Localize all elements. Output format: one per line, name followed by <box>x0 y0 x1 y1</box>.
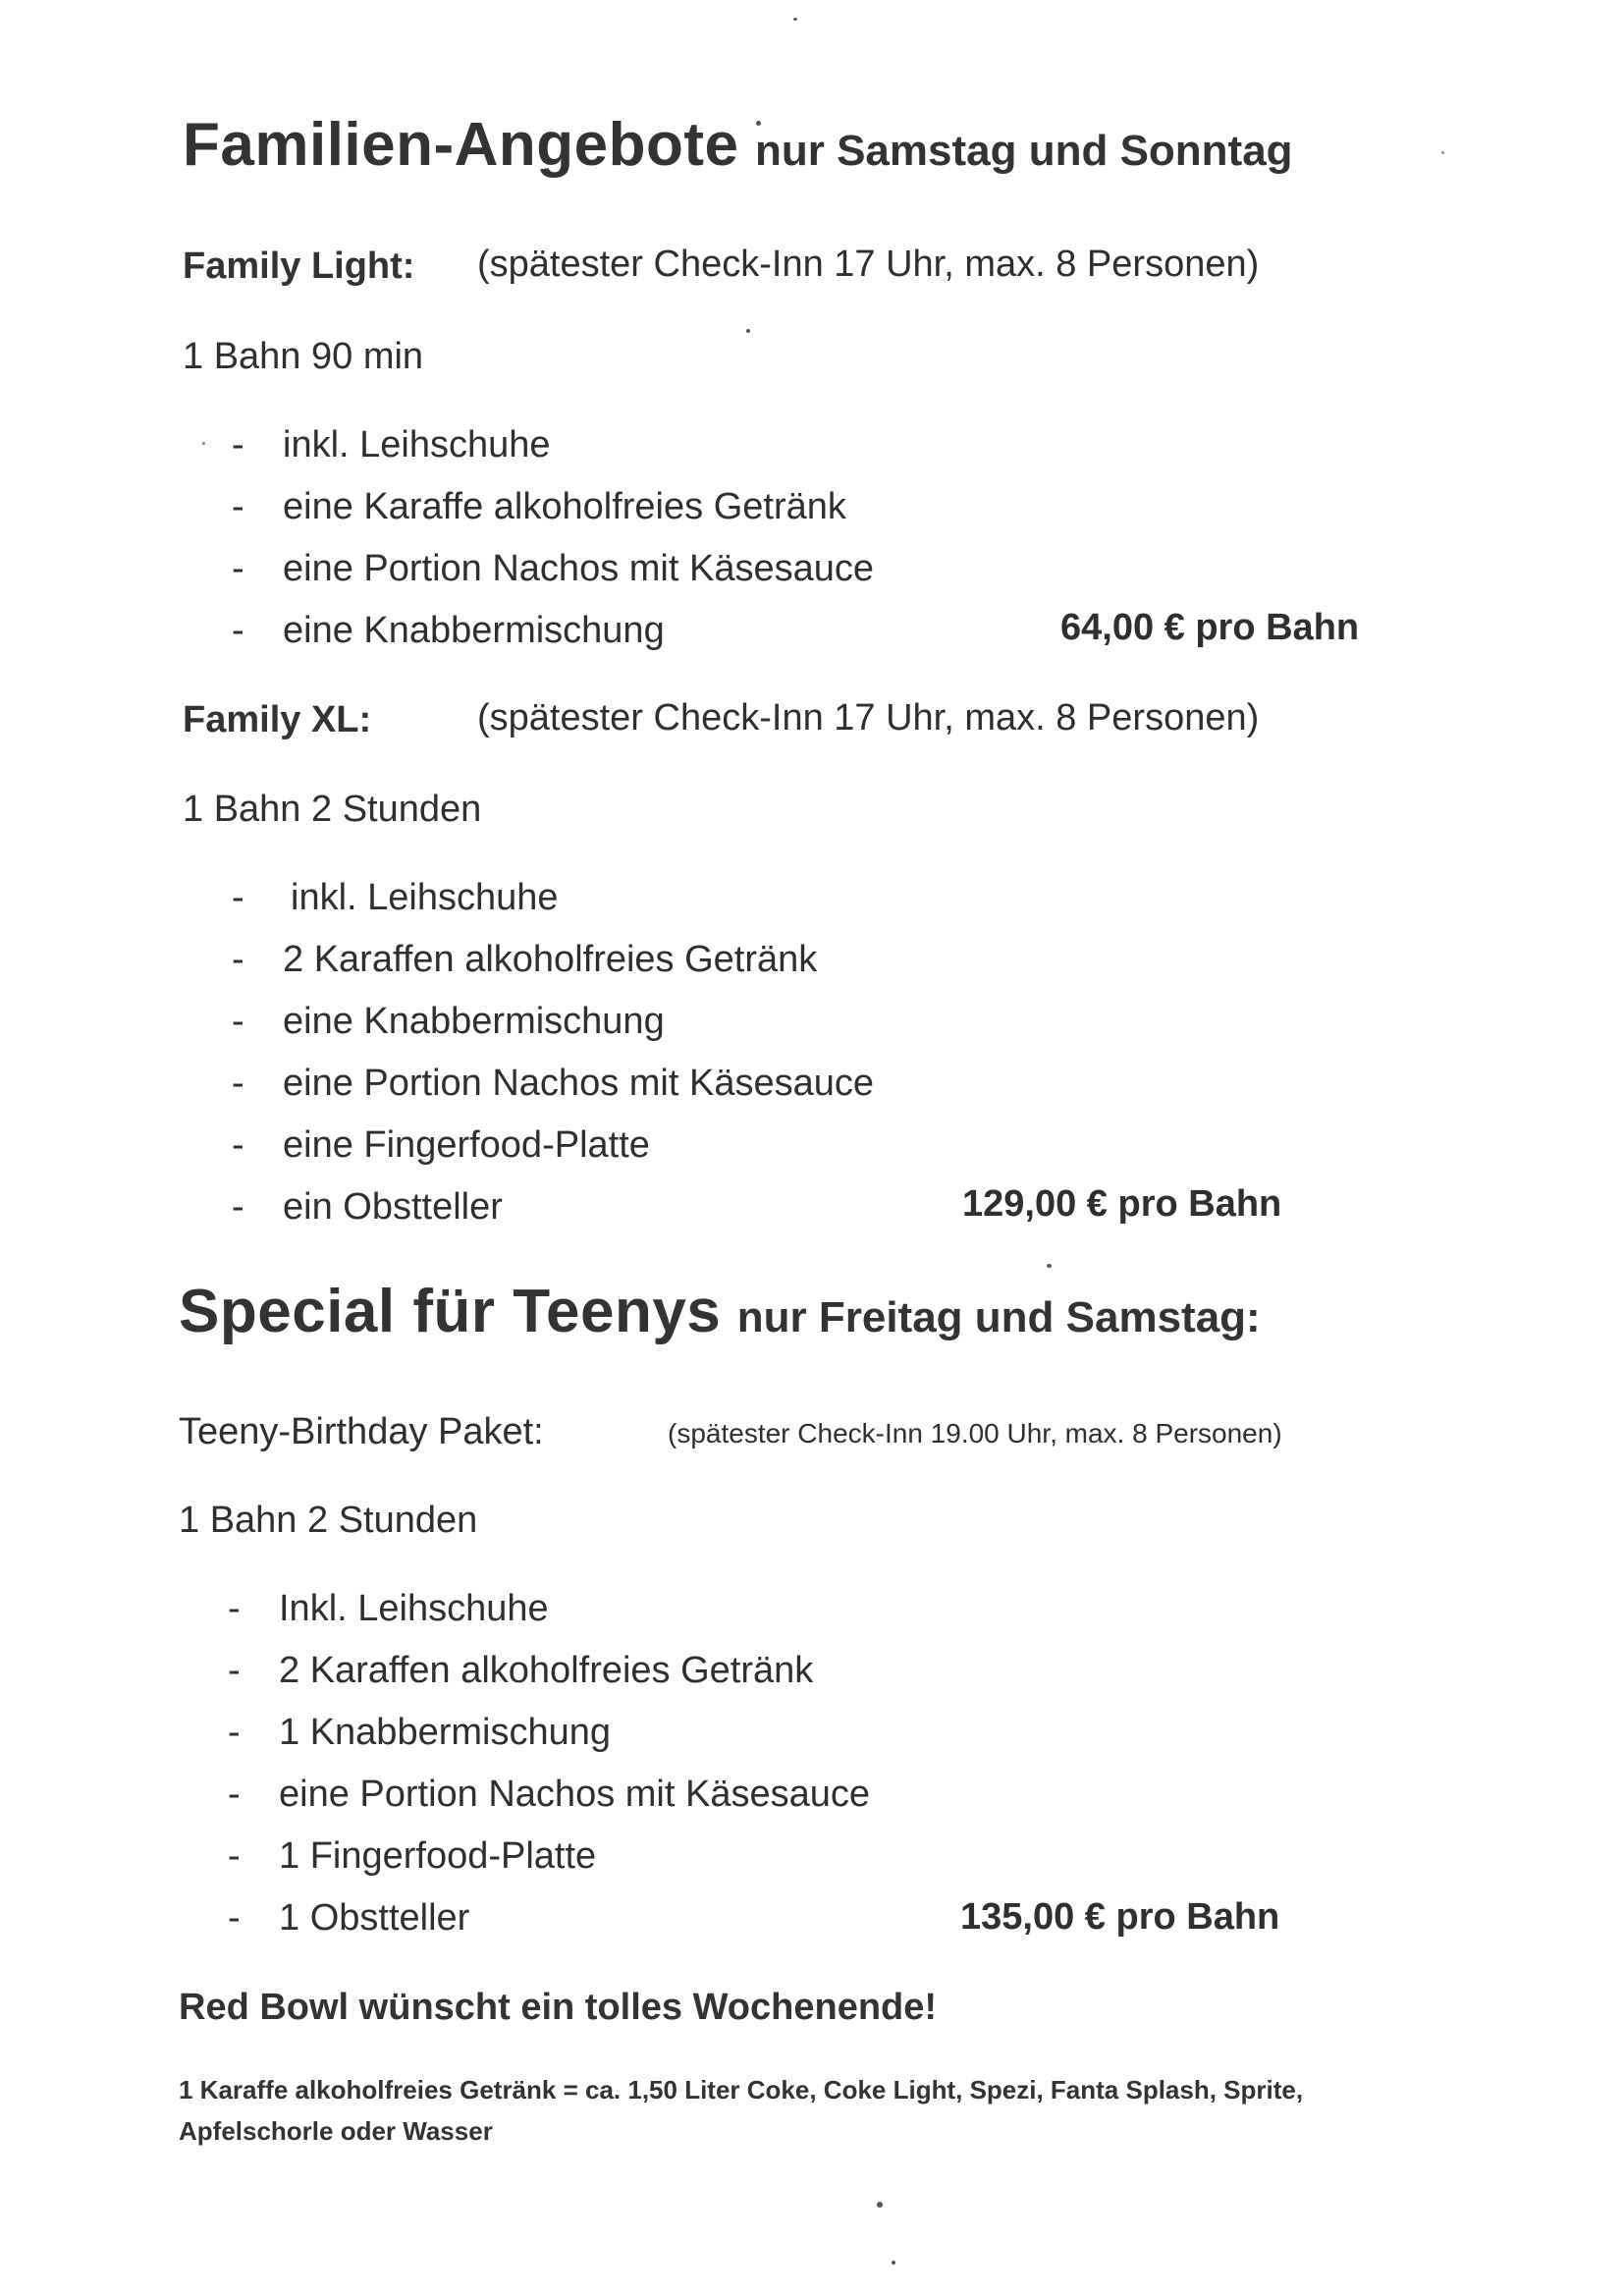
list-item: - 2 Karaffen alkoholfreies Getränk <box>228 1650 814 1691</box>
familien-heading <box>183 110 1293 180</box>
scan-speck <box>1441 151 1444 154</box>
list-item: - Inkl. Leihschuhe <box>228 1588 549 1629</box>
teeny-paket-price: 135,00 € pro Bahn <box>960 1896 1280 1938</box>
family-light-label: Family Light: <box>183 246 415 287</box>
teeny-paket-note: (spätester Check-Inn 19.00 Uhr, max. 8 Personen) <box>668 1418 1282 1449</box>
teeny-paket-duration: 1 Bahn 2 Stunden <box>179 1500 478 1541</box>
list-item: - 1 Knabbermischung <box>228 1712 611 1753</box>
list-item: - eine Portion Nachos mit Käsesauce <box>232 1063 874 1104</box>
list-item: - eine Fingerfood-Platte <box>232 1124 650 1166</box>
family-xl-note: (spätester Check-Inn 17 Uhr, max. 8 Personen) <box>477 697 1260 738</box>
teeny-paket-label: Teeny-Birthday Paket: <box>179 1411 544 1452</box>
scan-speck <box>877 2202 883 2208</box>
list-item: - eine Knabbermischung <box>232 610 665 651</box>
list-item: - 1 Fingerfood-Platte <box>228 1835 597 1877</box>
family-xl-duration: 1 Bahn 2 Stunden <box>183 789 482 830</box>
family-light-note: (spätester Check-Inn 17 Uhr, max. 8 Personen) <box>477 244 1260 285</box>
list-item: - eine Portion Nachos mit Käsesauce <box>228 1774 870 1815</box>
scan-speck <box>793 18 797 21</box>
scan-speck <box>756 121 761 126</box>
scan-speck <box>746 329 750 333</box>
list-item: - 1 Obstteller <box>228 1897 470 1939</box>
familien-title: Familien-Angebote <box>183 111 739 179</box>
scan-speck <box>892 2261 895 2265</box>
list-item: - ein Obstteller <box>232 1186 503 1228</box>
family-xl-label: Family XL: <box>183 699 372 740</box>
footnote-line-1: 1 Karaffe alkoholfreies Getränk = ca. 1,50 Liter Coke, Coke Light, Spezi, Fanta Splash, Sprite, <box>179 2075 1304 2105</box>
teens-subtitle: nur Freitag und Samstag: <box>736 1293 1261 1341</box>
teens-heading <box>179 1277 1261 1346</box>
family-xl-price: 129,00 € pro Bahn <box>962 1183 1282 1225</box>
list-item: - 2 Karaffen alkoholfreies Getränk <box>232 939 818 980</box>
family-light-price: 64,00 € pro Bahn <box>1060 607 1360 648</box>
list-item: - inkl. Leihschuhe <box>232 424 551 465</box>
closing-line: Red Bowl wünscht ein tolles Wochenende! <box>179 1987 938 2028</box>
family-light-duration: 1 Bahn 90 min <box>183 336 424 377</box>
list-item: - eine Portion Nachos mit Käsesauce <box>232 548 874 589</box>
footnote <box>179 2069 1303 2152</box>
teens-title: Special für Teenys <box>179 1278 722 1345</box>
list-item: - eine Knabbermischung <box>232 1001 665 1042</box>
list-item: - inkl. Leihschuhe <box>232 877 559 918</box>
scan-speck <box>1047 1264 1052 1268</box>
list-item: - eine Karaffe alkoholfreies Getränk <box>232 486 846 527</box>
footnote-line-2: Apfelschorle oder Wasser <box>179 2116 493 2146</box>
familien-subtitle: nur Samstag und Sonntag <box>754 127 1293 175</box>
scan-speck <box>202 442 205 445</box>
